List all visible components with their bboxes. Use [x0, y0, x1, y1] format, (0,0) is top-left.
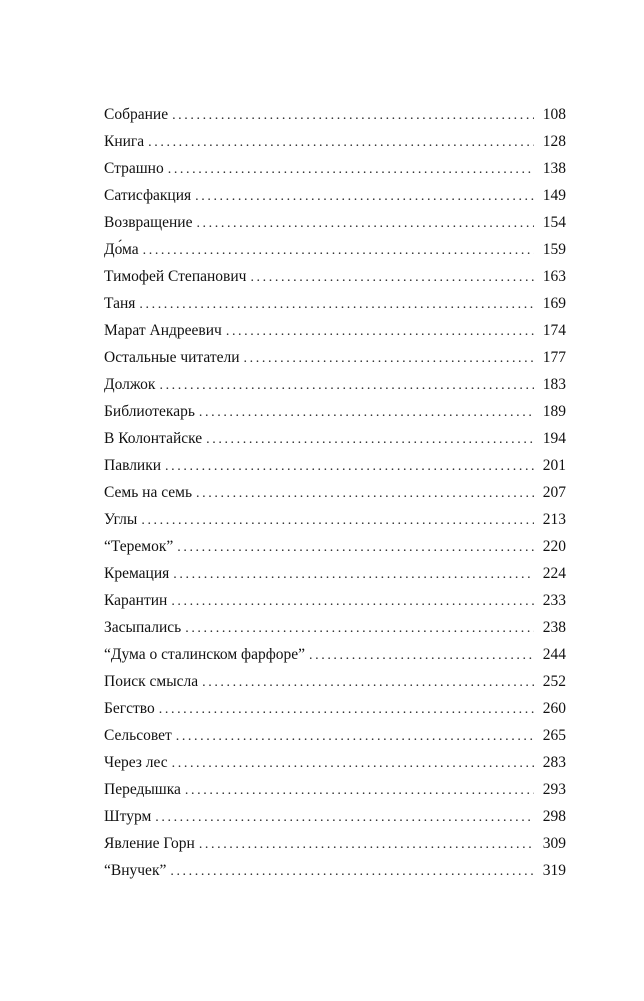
toc-entry-title: Бегство [104, 700, 155, 717]
toc-entry [104, 452, 566, 479]
toc-dot-leader [168, 156, 534, 183]
toc-entry-title: “Внучек” [104, 862, 167, 879]
toc-entry-page: 108 [542, 106, 566, 123]
toc-entry-page: 128 [542, 133, 566, 150]
toc-dot-leader [173, 561, 534, 588]
toc-entry-title: Семь на семь [104, 484, 193, 501]
toc-entry-page: 244 [542, 646, 566, 663]
toc-entry [104, 236, 566, 263]
toc-entry-page: 189 [542, 403, 566, 420]
toc-entry-page: 149 [542, 187, 566, 204]
toc-entry-title: Передышка [104, 781, 181, 798]
toc-entry [104, 101, 566, 128]
toc-dot-leader [141, 507, 534, 534]
toc-entry [104, 533, 566, 560]
toc-entry-title: Через лес [104, 754, 168, 771]
toc-entry-title: Павлики [104, 457, 162, 474]
toc-dot-leader [250, 264, 534, 291]
toc-dot-leader [195, 183, 534, 210]
toc-entry [104, 290, 566, 317]
toc-entry [104, 371, 566, 398]
toc-entry-title: Тимофей Степанович [104, 268, 247, 285]
toc-entry-page: 154 [542, 214, 566, 231]
toc-entry [104, 209, 566, 236]
toc-dot-leader [185, 777, 534, 804]
toc-entry [104, 641, 566, 668]
toc-entry-title: В Колонтайске [104, 430, 203, 447]
toc-entry-page: 260 [542, 700, 566, 717]
toc-entry-page: 177 [542, 349, 566, 366]
toc-entry [104, 398, 566, 425]
toc-entry-title: Таня [104, 295, 136, 312]
toc-entry [104, 803, 566, 830]
toc-dot-leader [177, 534, 534, 561]
toc-entry [104, 560, 566, 587]
toc-entry [104, 182, 566, 209]
toc-entry-title: Остальные читатели [104, 349, 240, 366]
toc-dot-leader [170, 858, 534, 885]
toc-entry [104, 263, 566, 290]
table-of-contents [104, 101, 566, 884]
toc-dot-leader [139, 291, 534, 318]
toc-entry-title: Углы [104, 511, 138, 528]
toc-entry [104, 857, 566, 884]
toc-dot-leader [148, 129, 534, 156]
toc-dot-leader [159, 696, 534, 723]
toc-entry [104, 155, 566, 182]
toc-entry-title: Марат Андреевич [104, 322, 222, 339]
toc-entry [104, 317, 566, 344]
toc-entry-title: “Теремок” [104, 538, 174, 555]
toc-entry-page: 298 [542, 808, 566, 825]
toc-entry [104, 344, 566, 371]
toc-dot-leader [196, 210, 534, 237]
toc-dot-leader [172, 750, 534, 777]
toc-dot-leader [199, 831, 534, 858]
toc-dot-leader [199, 399, 534, 426]
toc-dot-leader [159, 372, 534, 399]
toc-entry-title: Кремация [104, 565, 170, 582]
toc-entry [104, 776, 566, 803]
toc-entry-title: Возвращение [104, 214, 193, 231]
toc-entry-page: 169 [542, 295, 566, 312]
toc-dot-leader [155, 804, 534, 831]
toc-dot-leader [226, 318, 534, 345]
toc-dot-leader [165, 453, 534, 480]
toc-entry-page: 213 [542, 511, 566, 528]
toc-entry-page: 194 [542, 430, 566, 447]
toc-entry-title: Сатисфакция [104, 187, 192, 204]
toc-dot-leader [172, 102, 534, 129]
toc-entry [104, 587, 566, 614]
toc-entry-page: 138 [542, 160, 566, 177]
toc-entry-page: 293 [542, 781, 566, 798]
toc-dot-leader [176, 723, 534, 750]
toc-entry [104, 749, 566, 776]
toc-entry [104, 506, 566, 533]
toc-entry-page: 265 [542, 727, 566, 744]
toc-entry [104, 830, 566, 857]
toc-entry-title: Штурм [104, 808, 152, 825]
toc-entry [104, 695, 566, 722]
toc-entry-title: Собрание [104, 106, 169, 123]
toc-entry [104, 479, 566, 506]
toc-entry-title: Библиотекарь [104, 403, 195, 420]
toc-dot-leader [196, 480, 534, 507]
toc-entry-title: Карантин [104, 592, 168, 609]
toc-entry-page: 201 [542, 457, 566, 474]
toc-entry [104, 668, 566, 695]
toc-entry-title: Должок [104, 376, 156, 393]
toc-dot-leader [309, 642, 534, 669]
toc-entry-title: Явление Горн [104, 835, 195, 852]
toc-entry-title: Поиск смысла [104, 673, 199, 690]
toc-dot-leader [143, 237, 534, 264]
toc-entry-page: 319 [542, 862, 566, 879]
toc-dot-leader [244, 345, 534, 372]
toc-entry-title: Книга [104, 133, 145, 150]
toc-entry-page: 309 [542, 835, 566, 852]
toc-entry-title: До́ма [104, 241, 139, 258]
toc-entry-page: 163 [542, 268, 566, 285]
toc-entry-page: 238 [542, 619, 566, 636]
toc-entry-page: 283 [542, 754, 566, 771]
toc-dot-leader [206, 426, 534, 453]
toc-entry-page: 183 [542, 376, 566, 393]
toc-dot-leader [202, 669, 534, 696]
toc-entry-page: 220 [542, 538, 566, 555]
toc-entry-page: 252 [542, 673, 566, 690]
toc-dot-leader [185, 615, 534, 642]
toc-entry-page: 159 [542, 241, 566, 258]
toc-entry-title: Засыпались [104, 619, 182, 636]
toc-entry-page: 207 [542, 484, 566, 501]
toc-entry [104, 614, 566, 641]
toc-entry-title: Сельсовет [104, 727, 172, 744]
toc-entry [104, 722, 566, 749]
toc-entry-page: 224 [542, 565, 566, 582]
toc-entry-title: “Дума о сталинском фарфоре” [104, 646, 306, 663]
toc-entry-page: 174 [542, 322, 566, 339]
toc-entry-title: Страшно [104, 160, 164, 177]
toc-entry [104, 425, 566, 452]
toc-entry-page: 233 [542, 592, 566, 609]
toc-entry [104, 128, 566, 155]
toc-dot-leader [171, 588, 534, 615]
